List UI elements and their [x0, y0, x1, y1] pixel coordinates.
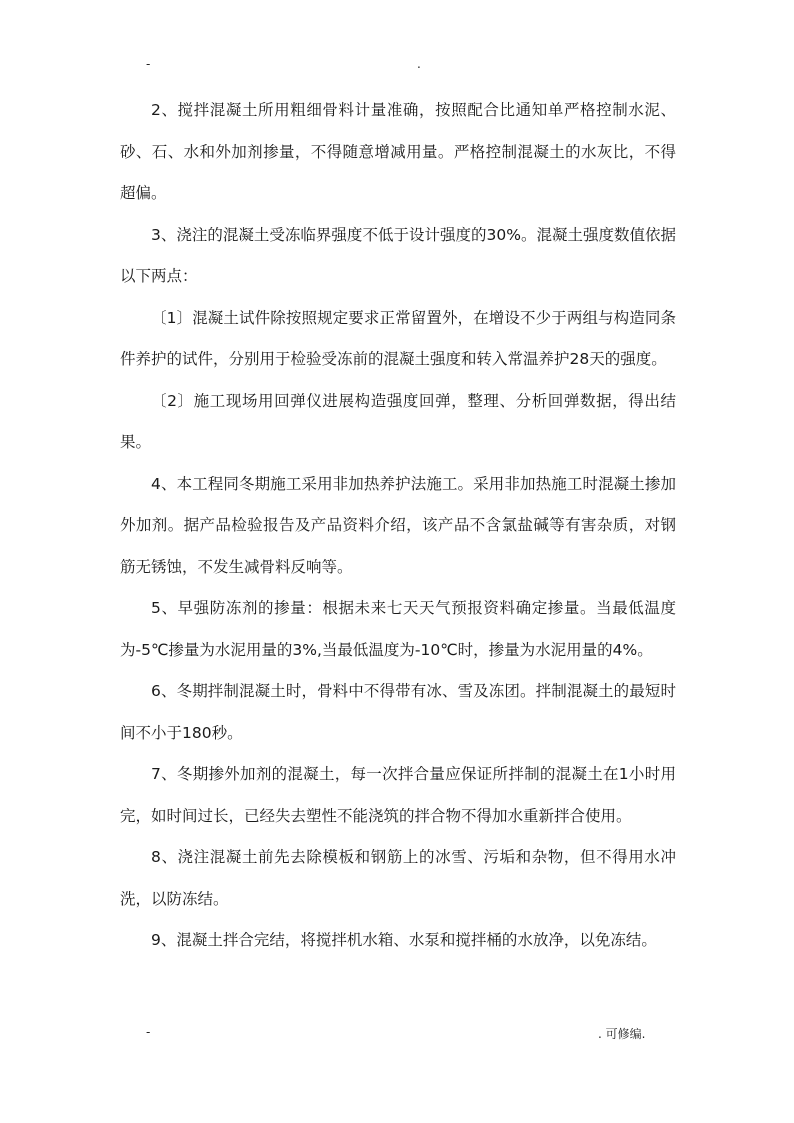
paragraph-item-6: 6、冬期拌制混凝土时，骨料中不得带有冰、雪及冻团。拌制混凝土的最短时间不小于180秒。 [120, 682, 676, 742]
header-left-mark: - [146, 57, 151, 71]
document-body [120, 90, 676, 962]
paragraph-item-7: 7、冬期掺外加剂的混凝土，每一次拌合量应保证所拌制的混凝土在1小时用完，如时间过长，已经失去塑性不能浇筑的拌合物不得加水重新拌合使用。 [120, 765, 676, 825]
paragraph-item-4: 4、本工程同冬期施工采用非加热养护法施工。采用非加热施工时混凝土掺加外加剂。据产品检验报告及产品资料介绍，该产品不含氯盐碱等有害杂质，对钢筋无锈蚀，不发生减骨料反响等。 [120, 474, 676, 576]
paragraph-item-2: 2、搅拌混凝土所用粗细骨料计量准确，按照配合比通知单严格控制水泥、砂、石、水和外加剂掺量，不得随意增减用量。严格控制混凝土的水灰比，不得超偏。 [120, 101, 676, 202]
page-header [0, 57, 794, 77]
paragraph-subitem-1: 〔1〕混凝土试件除按照规定要求正常留置外，在增设不少于两组与构造同条件养护的试件，分别用于检验受冻前的混凝土强度和转入常温养护28天的强度。 [120, 308, 676, 368]
paragraph-item-5: 5、早强防冻剂的掺量：根据未来七天天气预报资料确定掺量。当最低温度为-5℃掺量为水泥用量的3%,当最低温度为-10℃时，掺量为水泥用量的4%。 [120, 599, 676, 659]
footer-editable-note: . 可修编. [598, 1027, 646, 1041]
paragraph-subitem-2: 〔2〕施工现场用回弹仪进展构造强度回弹，整理、分析回弹数据，得出结果。 [120, 391, 676, 451]
paragraph-item-8: 8、浇注混凝土前先去除模板和钢筋上的冰雪、污垢和杂物，但不得用水冲洗，以防冻结。 [120, 848, 676, 908]
paragraph-item-9: 9、混凝土拌合完结，将搅拌机水箱、水泵和搅拌桶的水放净，以免冻结。 [151, 931, 657, 949]
page-footer [0, 1025, 794, 1045]
paragraph-item-3: 3、浇注的混凝土受冻临界强度不低于设计强度的30%。混凝土强度数值依据以下两点： [120, 225, 676, 285]
header-center-mark: . [417, 57, 421, 71]
footer-left-mark: - [146, 1025, 151, 1039]
